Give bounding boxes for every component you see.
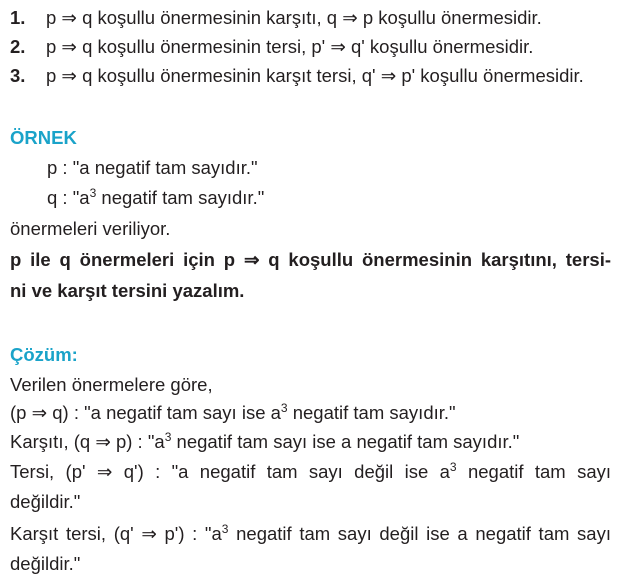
rule-2-number: 2. [10, 36, 26, 57]
solution-conditional [10, 401, 456, 427]
rule-2 [10, 35, 533, 59]
solution-inverse-line-2: değildir." [10, 491, 81, 512]
q-exponent: 3 [89, 186, 97, 200]
example-question-line-2: ni ve karşıt tersini yazalım. [10, 280, 245, 301]
solution-converse [10, 430, 519, 456]
converse-after: negatif tam sayı ise a negatif tam sayıdır." [171, 431, 520, 452]
conditional-exponent: 3 [280, 401, 288, 415]
example-p-statement: p : "a negatif tam sayıdır." [47, 157, 258, 178]
rule-3 [10, 64, 584, 88]
solution-intro: Verilen önermelere göre, [10, 374, 213, 395]
inverse-after: negatif tam sayı [456, 461, 611, 482]
contrapositive-after: negatif tam sayı değil ise a negatif tam sayı [228, 523, 611, 544]
converse-before: Karşıtı, (q ⇒ p) : "a [10, 431, 165, 452]
example-given: önermeleri veriliyor. [10, 218, 171, 239]
example-q-statement [47, 186, 264, 212]
solution-heading: Çözüm: [10, 344, 78, 365]
example-question-line-1: p ile q önermeleri için p ⇒ q koşullu önermesinin karşıtını, tersi- [10, 249, 611, 270]
q-after: negatif tam sayıdır." [96, 187, 265, 208]
rule-3-number: 3. [10, 65, 26, 86]
solution-inverse-line-1 [10, 460, 611, 486]
rule-1-number: 1. [10, 7, 26, 28]
conditional-before: (p ⇒ q) : "a negatif tam sayı ise a [10, 402, 281, 423]
contrapositive-before: Karşıt tersi, (q' ⇒ p') : "a [10, 523, 222, 544]
inverse-before: Tersi, (p' ⇒ q') : "a negatif tam sayı değil ise a [10, 461, 450, 482]
q-before: q : "a [47, 187, 90, 208]
converse-exponent: 3 [164, 430, 172, 444]
conditional-after: negatif tam sayıdır." [287, 402, 456, 423]
rule-2-text: p ⇒ q koşullu önermesinin tersi, p' ⇒ q' koşullu önermesidir. [46, 36, 534, 57]
rule-1 [10, 6, 542, 30]
rule-3-text: p ⇒ q koşullu önermesinin karşıt tersi, q' ⇒ p' koşullu önermesidir. [46, 65, 584, 86]
example-heading: ÖRNEK [10, 127, 77, 148]
solution-contrapositive-line-2: değildir." [10, 553, 81, 574]
contrapositive-exponent: 3 [221, 522, 229, 536]
solution-contrapositive-line-1 [10, 522, 611, 548]
rule-1-text: p ⇒ q koşullu önermesinin karşıtı, q ⇒ p koşullu önermesidir. [46, 7, 542, 28]
inverse-exponent: 3 [449, 460, 457, 474]
